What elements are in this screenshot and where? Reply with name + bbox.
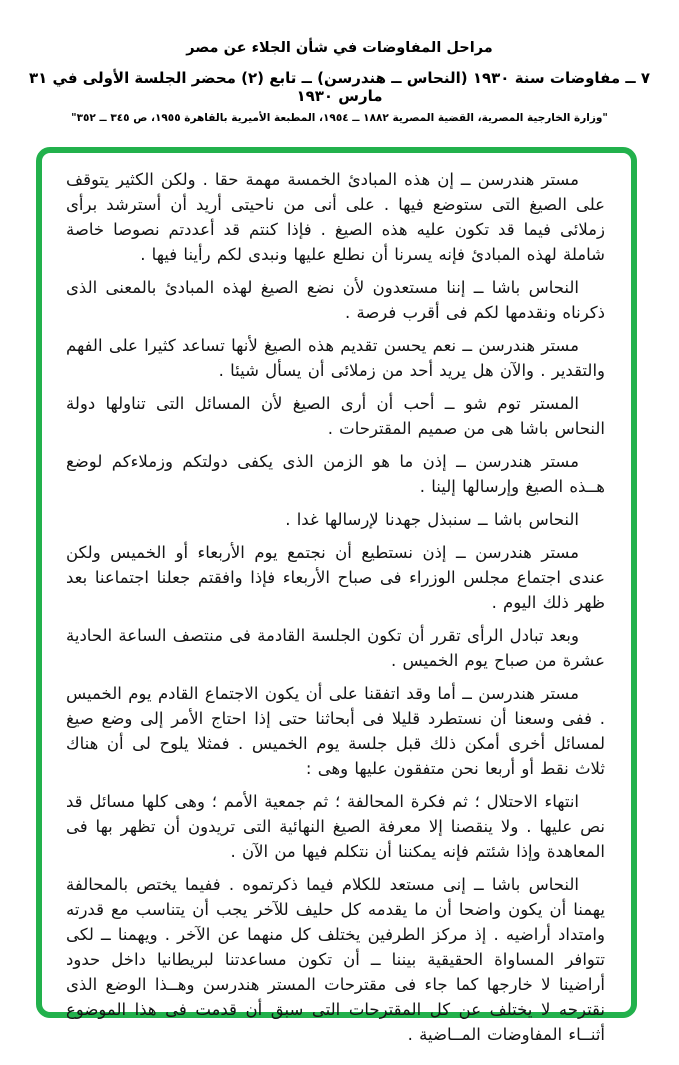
paragraph: مستر هندرسن ــ أما وقد اتفقنا على أن يكون الاجتماع القادم يوم الخميس . ففى وسعنا أن نستطرد قليلا فى أبحاثنا حتى إذا احتاج الأمر إلى وضع صيغ لمسائل أخرى أمكن ذلك قبل جلسة يوم الخميس . فمثلا يلوح لى أن هناك ثلاث نقط أو أربعا نحن متفقون عليها وهى : [66,684,605,778]
document-title: مراحل المفاوضات في شأن الجلاء عن مصر [186,40,493,56]
paragraph: النحاس باشا ــ إنى مستعد للكلام فيما ذكرتموه . ففيما يختص بالمحالفة يهمنا أن يكون واضحا أن ما يقدمه كل حليف للآخر يجب أن يتناسب مع قدرته وامتداد أراضيه . إذ مركز الطرفين يختلف كل منهما عن الآخر . ويهمنا ــ لكى تتوافر المساواة الحقيقية بيننا ــ أن تكون مساعدتنا لبريطانيا داخل حدود أراضينا لا خارجها كما جاء فى مقترحات المستر هندرسن وهــذا الوضع الذى نقترحه لا يختلف عن كل المقترحات التى سبق أن قدمت فى هذا الموضوع أثنــاء المفاوضات المــاضية . [66,875,605,1044]
paragraph: النحاس باشا ــ سنبذل جهدنا لإرسالها غدا . [285,510,579,529]
page-header [0,40,679,124]
document-source-citation: "وزارة الخارجية المصرية، القضية المصرية ١٨٨٢ ــ ١٩٥٤، المطبعة الأميرية بالقاهرة ١٩٥٥، ص ٣٤٥ ــ ٣٥٢" [71,112,608,124]
paragraph: مستر هندرسن ــ نعم يحسن تقديم هذه الصيغ لأنها تساعد كثيرا على الفهم والتقدير . والآن هل يريد أحد من زملائى أن يسأل شيئا . [66,336,605,380]
document-subtitle: ٧ ــ مفاوضات سنة ١٩٣٠ (النحاس ــ هندرسن) ــ تابع (٢) محضر الجلسة الأولى في ٣١ مارس ١٩٣٠ [29,69,650,105]
document-body [42,153,631,1065]
document-frame [36,147,637,1044]
paragraph: مستر هندرسن ــ إذن ما هو الزمن الذى يكفى دولتكم وزملاءكم لوضع هــذه الصيغ وإرسالها إلينا . [66,452,605,496]
paragraph: المستر توم شو ــ أحب أن أرى الصيغ لأن المسائل التى تناولها دولة النحاس باشا هى من صميم المقترحات . [66,394,605,438]
paragraph: انتهاء الاحتلال ؛ ثم فكرة المحالفة ؛ ثم جمعية الأمم ؛ وهى كلها مسائل قد نص عليها . ولا ينقصنا إلا معرفة الصيغ النهائية التى تريدون أن تظهر بها فى المعاهدة وإذا شئتم فإنه يمكننا أن نتكلم فيها من الآن . [66,792,605,861]
paragraph: مستر هندرسن ــ إن هذه المبادئ الخمسة مهمة حقا . ولكن الكثير يتوقف على الصيغ التى ستوضع فيها . على أنى من ناحيتى أريد أن أسترشد برأى زملائى فيما قد تكون عليه هذه الصيغ . فإذا كنتم قد أعددتم نصوصا خاصة شاملة لهذه المبادئ فإنه يسرنا أن نطلع عليها ونبدى لكم رأينا فيها . [66,170,605,264]
paragraph: النحاس باشا ــ إننا مستعدون لأن نضع الصيغ لهذه المبادئ بالمعنى الذى ذكرناه ونقدمها لكم فى أقرب فرصة . [66,278,605,322]
paragraph: مستر هندرسن ــ إذن نستطيع أن نجتمع يوم الأربعاء أو الخميس ولكن عندى اجتماع مجلس الوزراء فى صباح الأربعاء فإذا وافقتم جعلنا اجتماعنا بعد ظهر ذلك اليوم . [66,543,605,612]
paragraph: وبعد تبادل الرأى تقرر أن تكون الجلسة القادمة فى منتصف الساعة الحادية عشرة من صباح يوم الخميس . [66,626,605,670]
